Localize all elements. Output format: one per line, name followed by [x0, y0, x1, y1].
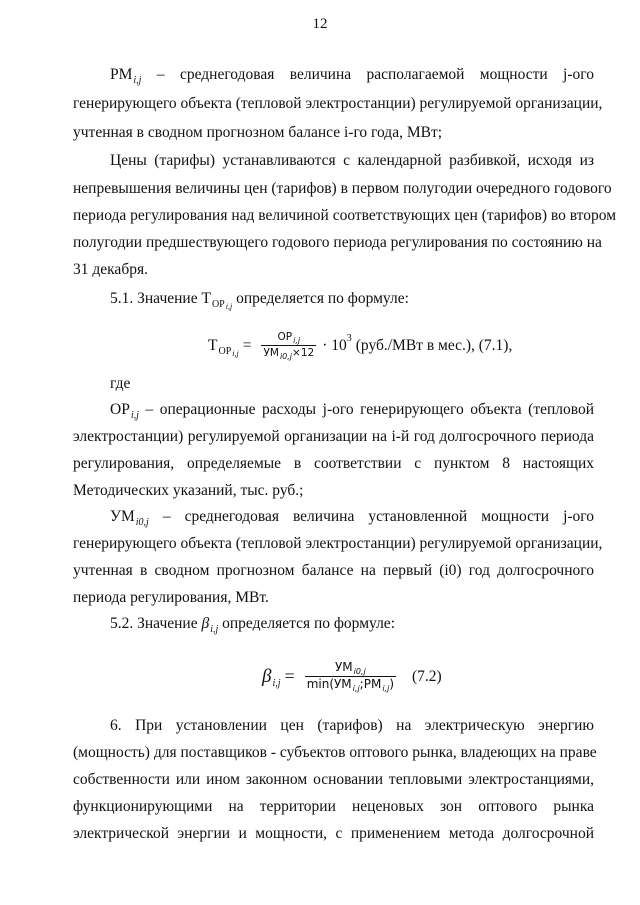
item-6-line-5: электрической энергии и мощности, с применением метода долгосрочной [73, 825, 594, 842]
item-6-line-4: функционирующими на территории неценовых зон оптового рынка [73, 798, 594, 815]
item-5-1: 5.1. Значение $T_{OPi,j}$ определяется по формуле: [110, 290, 409, 311]
def-pm-line-1: $PM_{i,j}$ – среднегодовая величина располагаемой мощности j-ого [110, 66, 594, 86]
formula-7-1-lhs: $T_{OPi,j}$ [208, 336, 239, 358]
prices-line-3: периода регулирования над величиной соответствующих цен (тарифов) во втором [73, 207, 617, 224]
item-6-line-1: 6. При установлении цен (тарифов) на электрическую энергию [110, 717, 594, 734]
def-um-line-3: учтенная в сводном прогнозном балансе на первый (i0) год долгосрочного [73, 562, 594, 579]
beta-symbol: $\beta_{i,j}$ [201, 615, 219, 635]
item-6-line-3: собственности или ином законном основании тепловыми электростанциями, [73, 771, 594, 788]
where-label: где [110, 375, 131, 392]
formula-7-1: $T_{OPi,j}$ = $\frac{OP_{i,j}}{УМ_{i0,j}\times 12}$ · 10 3 (руб./МВт в мес.), (7.1), [208, 331, 513, 361]
prices-line-5: 31 декабря. [73, 261, 148, 278]
def-op-line-2: электростанции) регулируемой организации на i-й год долгосрочного периода [73, 428, 594, 445]
def-um-line-2: генерирующего объекта (тепловой электростанции) регулируемой организации, [73, 535, 603, 552]
page-number: 12 [312, 16, 328, 32]
formula-7-2: $\beta_{i,j}$ = $\frac{УМ_{i0,j}}{\min(УМ_{i,j};PM_{i,j})}$ (7.2) [262, 660, 442, 693]
def-pm-line-3: учтенная в сводном прогнозном балансе i-го года, МВт; [73, 124, 443, 141]
prices-line-1: Цены (тарифы) устанавливаются с календарной разбивкой, исходя из [110, 152, 594, 169]
prices-line-2: непревышения величины цен (тарифов) в первом полугодии очередного годового [73, 180, 612, 197]
formula-7-2-fraction: $\frac{УМ_{i0,j}}{\min(УМ_{i,j};PM_{i,j})}$ [306, 660, 394, 693]
formula-7-2-lhs: $\beta_{i,j}$ [262, 665, 281, 689]
def-op-line-3: регулирования, определяемые в соответствии с пунктом 8 настоящих [73, 455, 594, 472]
prices-line-4: полугодии предшествующего годового периода регулирования по состоянию на [73, 234, 602, 251]
def-op-line-1: $OP_{i,j}$ – операционные расходы j-ого генерирующего объекта (тепловой [110, 401, 595, 421]
def-um-line-1: $УМ_{i0,j}$ – среднегодовая величина установленной мощности j-ого [110, 508, 595, 528]
def-op-line-4: Методических указаний, тыс. руб.; [73, 482, 304, 499]
item-5-2: 5.2. Значение $\beta_{i,j}$ определяется по формуле: [110, 615, 395, 635]
def-um-line-4: периода регулирования, МВт. [73, 589, 269, 606]
pm-symbol: $PM_{i,j}$ [110, 66, 142, 86]
item-6-line-2: (мощность) для поставщиков - субъектов оптового рынка, владеющих на праве [73, 744, 597, 761]
um-symbol: $УМ_{i0,j}$ [110, 508, 149, 528]
formula-7-1-fraction: $\frac{OP_{i,j}}{УМ_{i0,j}\times 12}$ [263, 331, 315, 361]
t-op-symbol: $T_{OPi,j}$ [201, 290, 233, 311]
op-symbol: $OP_{i,j}$ [110, 401, 139, 421]
def-pm-line-2: генерирующего объекта (тепловой электростанции) регулируемой организации, [73, 95, 603, 112]
